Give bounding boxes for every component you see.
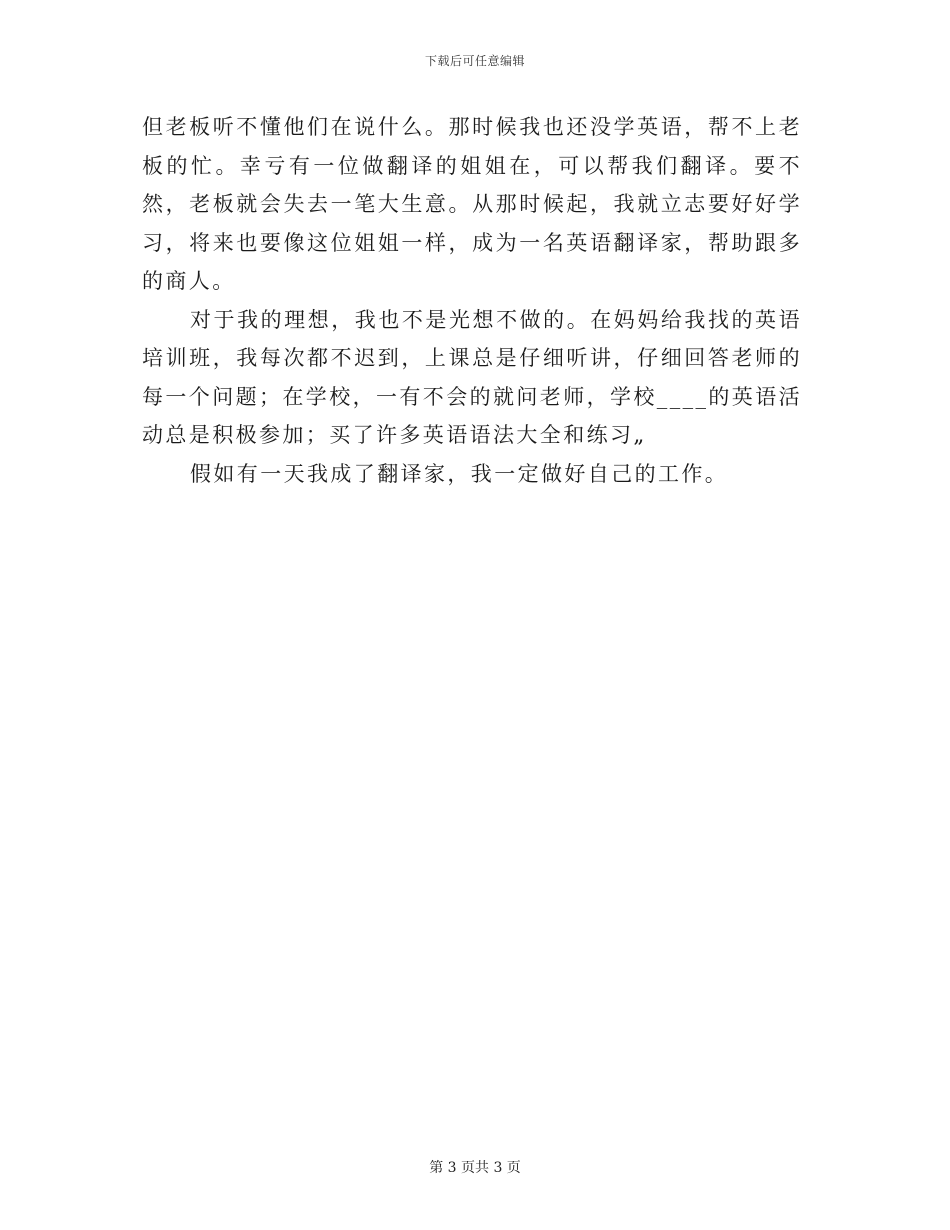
paragraph-1: 但老板听不懂他们在说什么。那时候我也还没学英语，帮不上老板的忙。幸亏有一位做翻译的姐姐在，可以帮我们翻译。要不然，老板就会失去一笔大生意。从那时候起，我就立志要好好学习，将来也要像这位姐姐一样，成为一名英语翻译家，帮助跟多的商人。 (142, 115, 802, 293)
document-body (142, 108, 802, 493)
paragraph-2: 对于我的理想，我也不是光想不做的。在妈妈给我找的英语培训班，我每次都不迟到，上课总是仔细听讲，仔细回答老师的每一个问题；在学校，一有不会的就问老师，学校____的英语活动总是积极参加；买了许多英语语法大全和练习„ (142, 307, 802, 447)
paragraph-3: 假如有一天我成了翻译家，我一定做好自己的工作。 (190, 461, 729, 486)
page-footer: 第 3 页共 3 页 (429, 1160, 521, 1176)
page-header: 下载后可任意编辑 (424, 54, 525, 68)
